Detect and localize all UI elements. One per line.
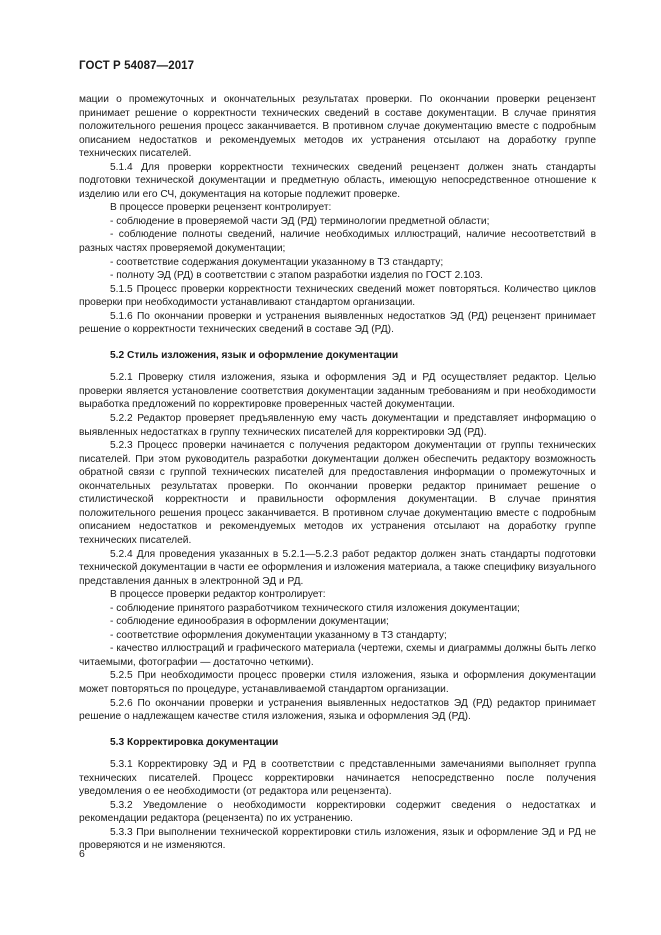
- section-heading-5-3: 5.3 Корректировка документации: [110, 736, 279, 748]
- document-header: ГОСТ Р 54087—2017: [79, 60, 195, 72]
- paragraph-5-1-4: 5.1.4 Для проверки корректности технических сведений рецензент должен знать стандарты подготовки технической документации и предметную область, имеющую непосредственное отношение к изделию или его СЧ, документация на которые подлежит проверке.: [79, 161, 596, 200]
- paragraph-5-3-2: 5.3.2 Уведомление о необходимости корректировки содержит сведения о недостатках и рекомендации редактора (рецензента) по их устранению.: [79, 799, 596, 825]
- paragraph-5-3-1: 5.3.1 Корректировку ЭД и РД в соответствии с представленными замечаниями выполняет группа технических писателей. Процесс корректировки начинается непосредственно после получения уведомления о ее необходимости (от редактора или рецензента).: [79, 759, 596, 798]
- list-item: - соответствие содержания документации указанному в ТЗ стандарту;: [110, 256, 444, 268]
- paragraph-5-1-5: 5.1.5 Процесс проверки корректности технических сведений может повторяться. Количество циклов проверки при необходимости устанавливают стандартом организации.: [79, 283, 596, 309]
- paragraph: В процессе проверки рецензент контролирует:: [110, 202, 332, 214]
- paragraph-5-2-1: 5.2.1 Проверку стиля изложения, языка и оформления ЭД и РД осуществляет редактор. Целью проверки является установление соответствия документации заданным требованиям и при необходимости выработка предложений по корректировке проверенных частей документации.: [79, 372, 596, 411]
- list-item: - соблюдение принятого разработчиком технического стиля изложения документации;: [110, 602, 520, 614]
- list-item: - качество иллюстраций и графического материала (чертежи, схемы и диаграммы должны быть легко читаемыми, фотографии — достаточно четкими).: [79, 643, 596, 668]
- paragraph-5-2-3: 5.2.3 Процесс проверки начинается с получения редактором документации от группы технических писателей. При этом руководитель разработки документации должен обеспечить редактору возможность обратной связи с группой технических писателей для предоставления информации о промежуточных и окончательных результатах проверки. По окончании проверки редактор принимает решение о стилистической корректности и правильности оформления документации. В случае принятия положительного решения процесс заканчивается. В противном случае документацию вместе с подробным описанием недостатков и рекомендуемых методов их устранения отсылают на доработку группе технических писателей.: [79, 440, 596, 546]
- paragraph: В процессе проверки редактор контролирует:: [110, 589, 326, 601]
- list-item: - соответствие оформления документации указанному в ТЗ стандарту;: [110, 629, 447, 641]
- page-number: 6: [79, 848, 85, 860]
- document-body: [79, 93, 596, 853]
- list-item: - соблюдение в проверяемой части ЭД (РД) терминологии предметной области;: [110, 215, 490, 227]
- paragraph-5-2-5: 5.2.5 При необходимости процесс проверки стиля изложения, языка и оформления документации может повторяться по процедуре, устанавливаемой стандартом организации.: [79, 670, 596, 695]
- paragraph-5-2-2: 5.2.2 Редактор проверяет предъявленную ему часть документации и представляет информацию о выявленных недостатках в группу технических писателей для корректировки ЭД (РД).: [79, 413, 596, 438]
- paragraph-5-2-6: 5.2.6 По окончании проверки и устранения выявленных недостатков ЭД (РД) редактор принимает решение о надлежащем качестве стиля изложения, языка и оформления ЭД (РД).: [79, 697, 596, 723]
- paragraph-5-3-3: 5.3.3 При выполнении технической корректировки стиль изложения, язык и оформление ЭД и РД не проверяются и не изменяются.: [79, 826, 596, 852]
- list-item: - соблюдение полноты сведений, наличие необходимых иллюстраций, наличие несоответствий в разных частях проверяемой документации;: [79, 229, 596, 255]
- paragraph-5-1-6: 5.1.6 По окончании проверки и устранения выявленных недостатков ЭД (РД) рецензент принимает решение о корректности технических сведений в составе ЭД (РД).: [79, 310, 596, 336]
- list-item: - соблюдение единообразия в оформлении документации;: [110, 616, 389, 628]
- section-heading-5-2: 5.2 Стиль изложения, язык и оформление документации: [110, 349, 399, 361]
- paragraph: мации о промежуточных и окончательных результатах проверки. По окончании проверки рецензент принимает решение о корректности технических сведений в составе документации. В случае принятия положительного решения процесс заканчивается. В противном случае документацию вместе с подробным описанием недостатков и рекомендуемых методов их устранения отсылают на доработку группе технических писателей.: [79, 94, 596, 160]
- list-item: - полноту ЭД (РД) в соответствии с этапом разработки изделия по ГОСТ 2.103.: [110, 270, 483, 282]
- paragraph-5-2-4: 5.2.4 Для проведения указанных в 5.2.1—5.2.3 работ редактор должен знать стандарты подготовки технической документации в части ее оформления и изложения материала, а также специфику визуального представления данных в электронной ЭД и РД.: [79, 548, 596, 587]
